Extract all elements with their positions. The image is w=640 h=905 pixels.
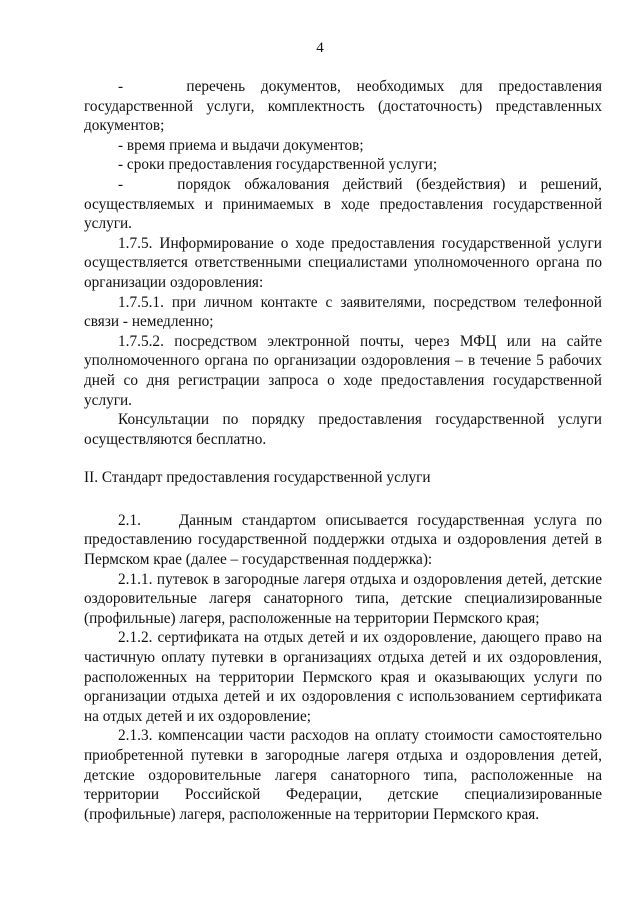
paragraph-1-7-5-2: 1.7.5.2. посредством электронной почты, через МФЦ или на сайте уполномоченного органа по организации оздоровления – в течение 5 рабочих дней со дня регистрации запроса о ходе предоставления государственной услуги. <box>84 332 602 409</box>
list-item-service-terms: - сроки предоставления государственной услуги; <box>118 156 438 174</box>
paragraph-2-1-3: 2.1.3. компенсации части расходов на оплату стоимости самостоятельно приобретенной путевки в загородные лагеря отдыха и оздоровления детей, детские оздоровительные лагеря санаторного типа, расположенные на территории Российской Федерации, детские специализированные (профильные) лагеря, расположенные на территории Пермского края. <box>84 727 602 823</box>
paragraph-2-1-2: 2.1.2. сертификата на отдых детей и их оздоровление, дающего право на частичную оплату путевки в организациях отдыха детей и их оздоровления, расположенных на территории Пермского края и оказывающих услуги по организации отдыха детей и их оздоровления с использованием сертификата на отдых детей и их оздоровление; <box>84 629 602 725</box>
document-body <box>84 77 602 824</box>
page-number: 4 <box>316 40 324 56</box>
list-item-documents: - перечень документов, необходимых для предоставления государственной услуги, комплектность (достаточность) представленных документов; <box>84 78 602 135</box>
paragraph-consultations: Консультации по порядку предоставления государственной услуги осуществляются бесплатно. <box>84 411 602 448</box>
paragraph-2-1: 2.1. Данным стандартом описывается государственная услуга по предоставлению государственной поддержки отдыха и оздоровления детей в Пермском крае (далее – государственная поддержка): <box>84 511 602 569</box>
paragraph-2-1-1: 2.1.1. путевок в загородные лагеря отдыха и оздоровления детей, детские оздоровительные лагеря санаторного типа, детские специализированные (профильные) лагеря, расположенные на территории Пермского края; <box>84 570 602 627</box>
list-item-reception-time: - время приема и выдачи документов; <box>118 136 364 154</box>
list-item-appeal-procedure: - порядок обжалования действий (бездействия) и решений, осуществляемых и принимаемых в ходе предоставления государственной услуги. <box>84 175 602 233</box>
paragraph-1-7-5: 1.7.5. Информирование о ходе предоставления государственной услуги осуществляется ответственными специалистами уполномоченного органа по организации оздоровления: <box>84 234 602 291</box>
section-heading: II. Стандарт предоставления государственной услуги <box>84 469 431 487</box>
paragraph-1-7-5-1: 1.7.5.1. при личном контакте с заявителями, посредством телефонной связи - немедленно; <box>84 293 602 331</box>
